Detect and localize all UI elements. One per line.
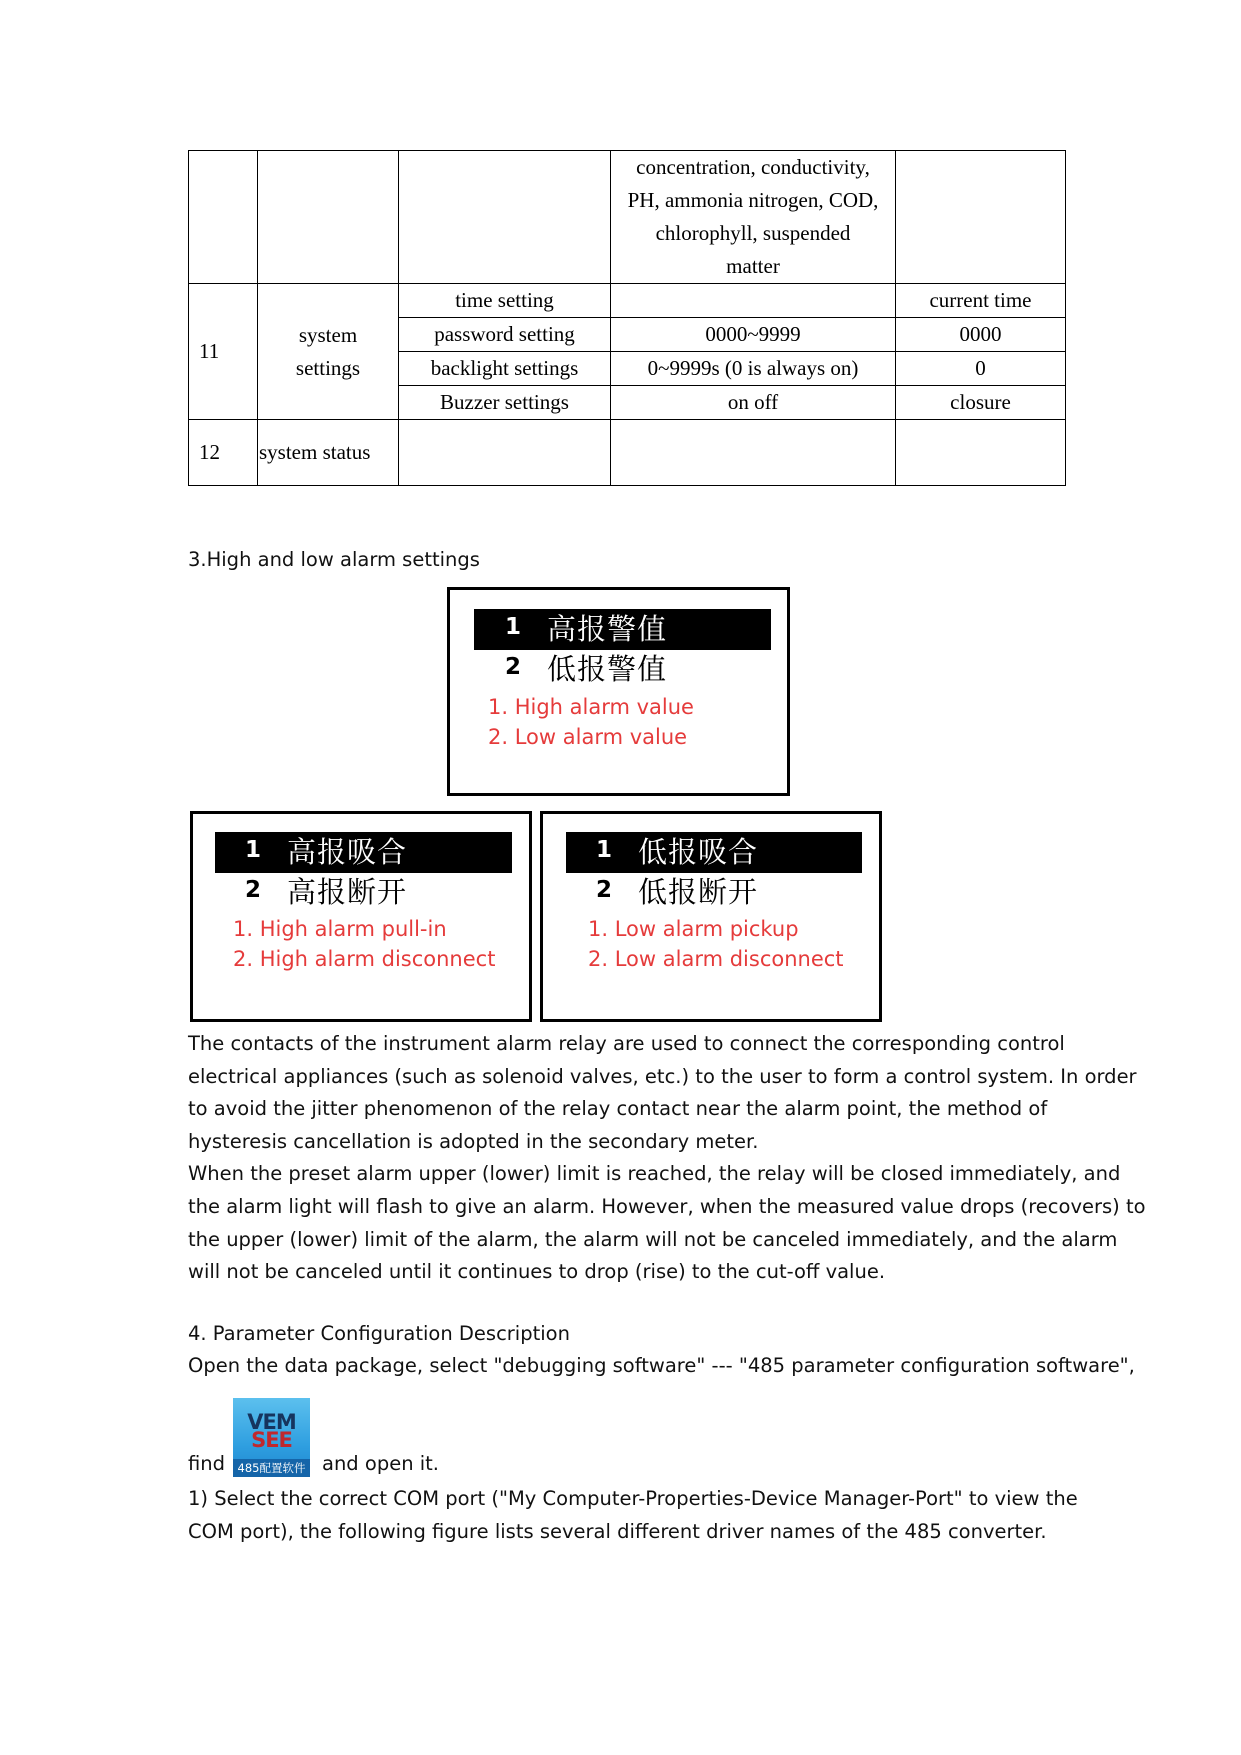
- open-it-text: and open it.: [322, 1452, 440, 1475]
- high-alarm-panel: [190, 811, 532, 1022]
- logo-text: SEE: [251, 1428, 292, 1452]
- menu-item-label: 高报断开: [287, 875, 408, 909]
- table-row: [189, 420, 1066, 486]
- range-cell: 0000~9999: [611, 318, 896, 352]
- text-line: electrical appliances (such as solenoid valves, etc.) to the user to form a control system. In order: [188, 1064, 1137, 1088]
- item-line: system: [298, 322, 358, 347]
- range-cell: on off: [611, 386, 896, 420]
- table-cell: [611, 420, 896, 486]
- default-cell: closure: [896, 386, 1066, 420]
- section-heading: 3.High and low alarm settings: [188, 548, 480, 571]
- text-line: hysteresis cancellation is adopted in the secondary meter.: [188, 1129, 759, 1153]
- range-line: PH, ammonia nitrogen, COD,: [627, 188, 879, 212]
- translation-note: 1. Low alarm pickup: [588, 917, 799, 941]
- range-cell: 0~9999s (0 is always on): [611, 352, 896, 386]
- range-cell: [611, 151, 896, 284]
- text-line: the upper (lower) limit of the alarm, the alarm will not be canceled immediately, and the alarm: [188, 1227, 1118, 1251]
- menu-item-label: 高报警值: [547, 612, 668, 646]
- sub-item-cell: password setting: [399, 318, 611, 352]
- menu-item-label: 低报断开: [638, 875, 759, 909]
- table-cell: [189, 151, 258, 284]
- vemsee-485-config-icon[interactable]: [233, 1398, 310, 1477]
- text-line: COM port), the following figure lists several different driver names of the 485 converter.: [188, 1519, 1047, 1543]
- icon-caption: 485配置软件: [233, 1459, 310, 1477]
- menu-item-label: 高报吸合: [287, 835, 408, 869]
- menu-item-selected: [474, 609, 771, 650]
- range-cell: [611, 284, 896, 318]
- menu-item-number: 2: [596, 877, 613, 903]
- menu-item-number: 1: [505, 614, 522, 640]
- menu-item-number: 2: [245, 877, 262, 903]
- settings-table: [188, 150, 1066, 486]
- table-cell: [896, 420, 1066, 486]
- range-line: concentration, conductivity,: [636, 155, 870, 179]
- menu-item-number: 1: [596, 837, 613, 863]
- row-number: 12: [189, 420, 258, 486]
- range-line: chlorophyll, suspended: [655, 221, 851, 245]
- step1-text: [188, 1483, 1078, 1548]
- menu-item-label: 低报吸合: [638, 835, 759, 869]
- range-line: matter: [726, 254, 780, 278]
- alarm-menu-panel: [447, 587, 790, 796]
- menu-item-selected: [215, 832, 512, 873]
- item-cell: [258, 284, 399, 420]
- logo-text: VEM: [247, 1410, 296, 1434]
- section-heading: 4. Parameter Configuration Description: [188, 1322, 570, 1345]
- table-cell: [258, 151, 399, 284]
- default-cell: current time: [896, 284, 1066, 318]
- menu-item-number: 1: [245, 837, 262, 863]
- item-line: settings: [295, 355, 361, 380]
- text-line: The contacts of the instrument alarm relay are used to connect the corresponding control: [188, 1032, 1065, 1055]
- text-line: When the preset alarm upper (lower) limit is reached, the relay will be closed immediately, and: [188, 1162, 1121, 1186]
- menu-item: [474, 649, 771, 690]
- text-line: 1) Select the correct COM port ("My Computer-Properties-Device Manager-Port" to view the: [188, 1487, 1078, 1510]
- low-alarm-panel: [540, 811, 882, 1022]
- table-cell: [896, 151, 1066, 284]
- instruction-line: Open the data package, select "debugging software" --- "485 parameter configuration software",: [188, 1354, 1135, 1377]
- translation-note: 2. Low alarm disconnect: [588, 947, 844, 971]
- default-cell: 0000: [896, 318, 1066, 352]
- translation-note: 1. High alarm value: [488, 695, 694, 719]
- translation-note: 2. High alarm disconnect: [233, 947, 496, 971]
- text-line: to avoid the jitter phenomenon of the relay contact near the alarm point, the method of: [188, 1097, 1048, 1121]
- menu-item: [215, 872, 512, 913]
- menu-item-selected: [566, 832, 862, 873]
- row-number: 11: [189, 284, 258, 420]
- default-cell: 0: [896, 352, 1066, 386]
- table-row: [189, 151, 1066, 284]
- item-cell: system status: [258, 420, 399, 486]
- text-line: will not be canceled until it continues to drop (rise) to the cut-off value.: [188, 1260, 886, 1284]
- menu-item-number: 2: [505, 654, 522, 680]
- text-line: the alarm light will flash to give an alarm. However, when the measured value drops (recovers) to: [188, 1194, 1146, 1218]
- table-cell: [399, 151, 611, 284]
- table-row: [189, 284, 1066, 318]
- menu-item: [566, 872, 862, 913]
- menu-item-label: 低报警值: [547, 652, 668, 686]
- find-label: find: [188, 1452, 226, 1475]
- alarm-description: [188, 1028, 1146, 1289]
- sub-item-cell: backlight settings: [399, 352, 611, 386]
- sub-item-cell: Buzzer settings: [399, 386, 611, 420]
- table-cell: [399, 420, 611, 486]
- translation-note: 1. High alarm pull-in: [233, 917, 447, 941]
- translation-note: 2. Low alarm value: [488, 725, 688, 749]
- sub-item-cell: time setting: [399, 284, 611, 318]
